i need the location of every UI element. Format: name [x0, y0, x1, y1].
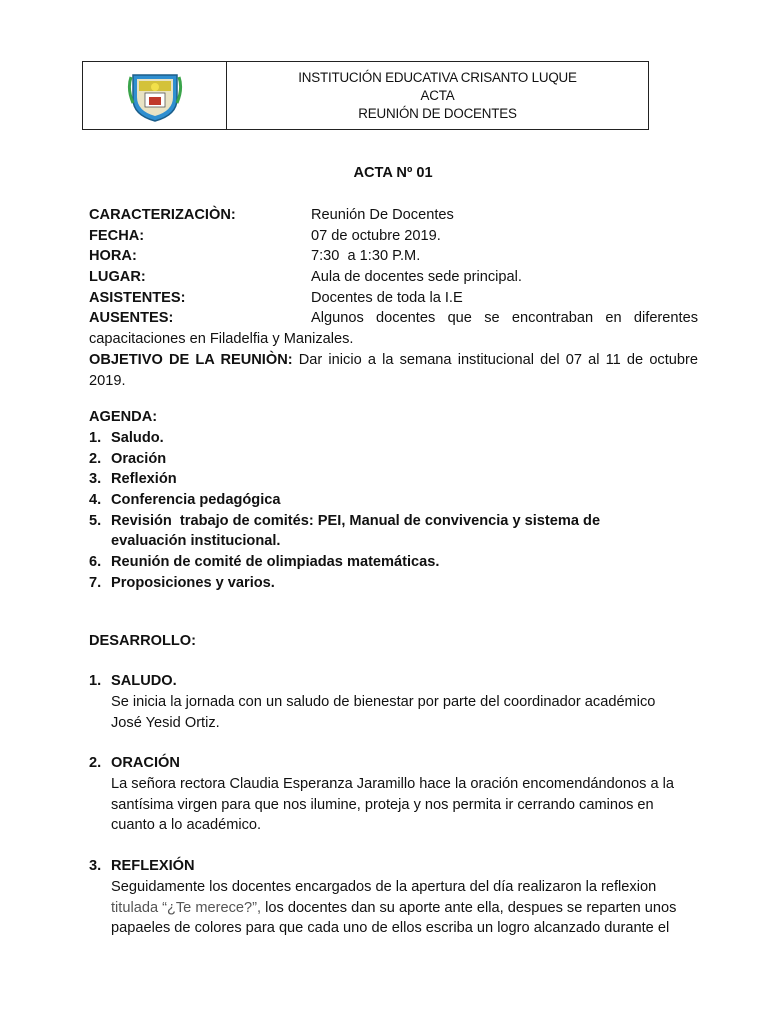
field-value: 7:30 a 1:30 P.M. — [311, 248, 421, 265]
logo-cell — [83, 62, 227, 129]
item-text-line: evaluación institucional. — [111, 533, 281, 550]
agenda-item — [89, 469, 698, 490]
section-title: REFLEXIÓN — [111, 858, 195, 875]
section-saludo-body — [89, 692, 698, 733]
item-text: Proposiciones y varios. — [111, 574, 275, 591]
section-reflexion-heading — [89, 856, 698, 877]
field-objetivo — [89, 350, 698, 371]
section-number: 2. — [89, 755, 102, 772]
field-hora — [89, 246, 698, 267]
field-value: Docentes de toda la I.E — [311, 289, 463, 306]
agenda-heading: AGENDA: — [89, 409, 158, 426]
item-text: Reflexión — [111, 471, 177, 488]
item-number: 2. — [89, 450, 102, 467]
field-label: LUGAR: — [89, 269, 146, 286]
field-value: Reunión De Docentes — [311, 207, 454, 223]
section-oracion-body — [89, 774, 698, 836]
document-title: ACTA Nº 01 — [353, 165, 433, 181]
field-fecha — [89, 226, 698, 247]
institution-name: INSTITUCIÓN EDUCATIVA CRISANTO LUQUE — [298, 69, 577, 85]
agenda-item — [89, 511, 698, 552]
field-label: HORA: — [89, 248, 137, 265]
header-table — [82, 61, 649, 130]
paragraph-line: santísima virgen para que nos ilumine, proteja y nos permita ir cerrando caminos en — [111, 796, 654, 813]
item-text: Reunión de comité de olimpiadas matemáticas. — [111, 554, 440, 571]
quoted-title: titulada “¿Te merece?”, — [111, 899, 262, 916]
document-body — [89, 205, 698, 939]
agenda-list — [89, 428, 698, 594]
document-type: ACTA — [420, 87, 455, 103]
field-label: ASISTENTES: — [89, 289, 186, 306]
item-number: 3. — [89, 471, 102, 488]
field-label: FECHA: — [89, 227, 145, 244]
paragraph-line: Se inicia la jornada con un saludo de bienestar por parte del coordinador académico — [111, 693, 656, 710]
field-value: Aula de docentes sede principal. — [311, 269, 522, 286]
paragraph-line: papaeles de colores para que cada uno de ellos escriba un logro alcanzado durante el — [111, 920, 670, 937]
field-label: AUSENTES: — [89, 310, 174, 327]
section-saludo-heading — [89, 671, 698, 692]
field-label: CARACTERIZACIÒN: — [89, 207, 236, 223]
agenda-item — [89, 490, 698, 511]
item-text: Oración — [111, 450, 167, 467]
item-number: 6. — [89, 554, 102, 571]
agenda-item — [89, 449, 698, 470]
desarrollo-heading: DESARROLLO: — [89, 632, 197, 649]
field-value: Dar inicio a la semana institucional del 07 al 11 de octubre — [292, 351, 698, 368]
field-ausentes-continued: capacitaciones en Filadelfia y Manizales. — [89, 331, 354, 348]
section-title: ORACIÓN — [111, 755, 180, 772]
agenda-item — [89, 573, 698, 594]
field-value: Algunos docentes que se encontraban en diferentes — [311, 310, 698, 327]
paragraph-line: cuanto a lo académico. — [111, 817, 262, 834]
paragraph-text: los docentes dan su aporte ante ella, despues se reparten unos — [261, 899, 677, 916]
item-number: 5. — [89, 512, 102, 529]
field-value: 07 de octubre 2019. — [311, 227, 441, 244]
section-reflexion-body — [89, 877, 698, 939]
field-objetivo-continued: 2019. — [89, 372, 126, 389]
item-text: Saludo. — [111, 429, 164, 446]
section-title: SALUDO. — [111, 673, 177, 690]
item-number: 1. — [89, 429, 102, 446]
field-label: OBJETIVO DE LA REUNIÒN: — [89, 351, 293, 368]
item-number: 7. — [89, 574, 102, 591]
header-text — [227, 62, 648, 129]
agenda-item — [89, 428, 698, 449]
item-text-line: Revisión trabajo de comités: PEI, Manual de convivencia y sistema de — [111, 512, 601, 529]
paragraph-line: José Yesid Ortiz. — [111, 714, 220, 731]
item-text: Conferencia pedagógica — [111, 492, 281, 509]
field-lugar — [89, 267, 698, 288]
paragraph-line — [111, 898, 698, 919]
item-text — [111, 511, 600, 552]
agenda-item — [89, 552, 698, 573]
meeting-name: REUNIÓN DE DOCENTES — [358, 105, 517, 121]
section-number: 3. — [89, 858, 102, 875]
field-asistentes — [89, 288, 698, 309]
school-crest-icon — [127, 69, 183, 123]
field-caracterizacion — [89, 205, 698, 226]
item-number: 4. — [89, 492, 102, 509]
section-oracion-heading — [89, 753, 698, 774]
section-number: 1. — [89, 673, 102, 690]
paragraph-line: Seguidamente los docentes encargados de la apertura del día realizaron la reflexion — [111, 878, 657, 895]
paragraph-line: La señora rectora Claudia Esperanza Jaramillo hace la oración encomendándonos a la — [111, 776, 675, 793]
field-ausentes — [89, 308, 698, 329]
